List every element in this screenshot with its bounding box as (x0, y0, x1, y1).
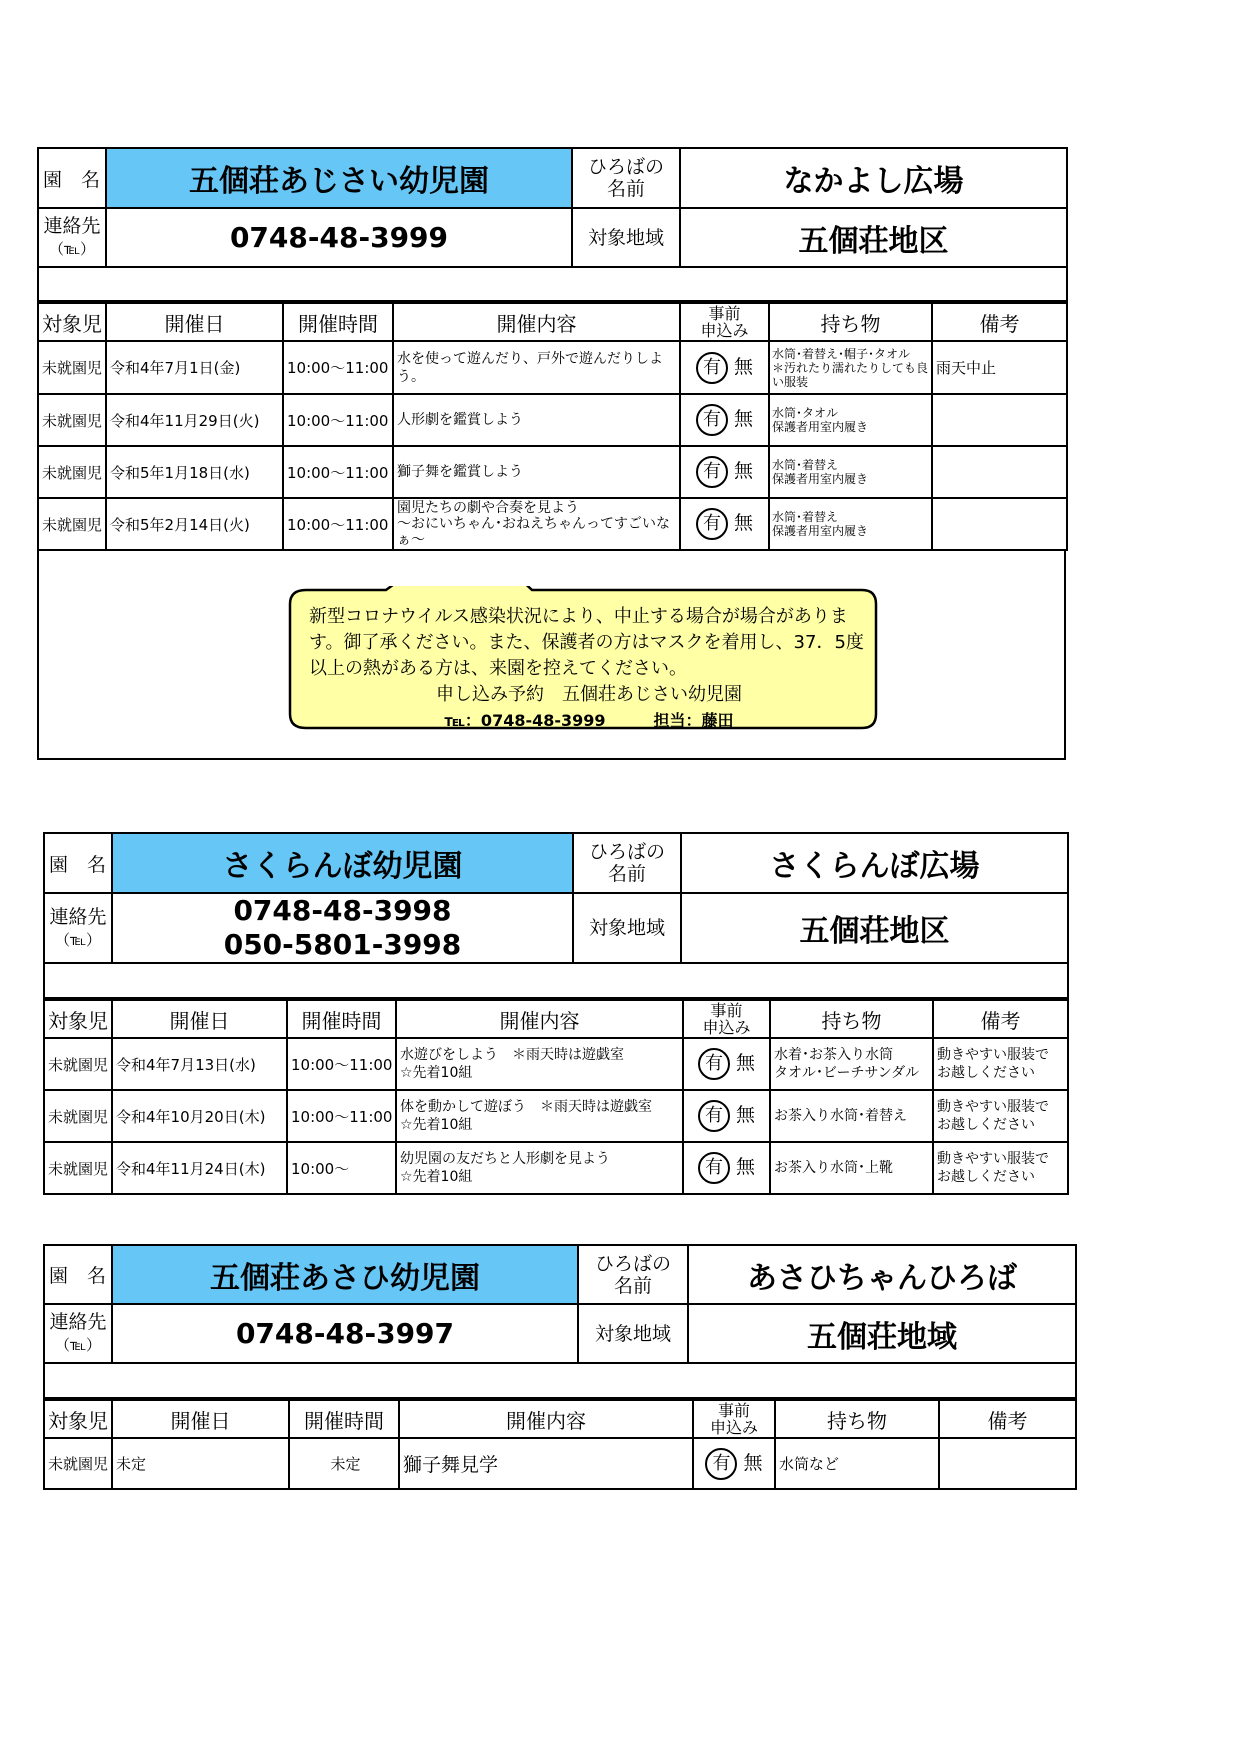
cell-content: 人形劇を鑑賞しよう (393, 394, 680, 446)
hiroba-name: なかよし広場 (680, 148, 1067, 208)
header-content: 開催内容 (399, 1400, 693, 1438)
yes-circled-mark: 有 (698, 1100, 730, 1132)
header-target: 対象児 (44, 1000, 112, 1038)
table-row (44, 1142, 1068, 1194)
header-content: 開催内容 (396, 1000, 683, 1038)
label-area: 対象地域 (578, 1304, 688, 1363)
table-row (38, 446, 1067, 498)
cell-time: 10:00～11:00 (283, 446, 393, 498)
schedule-table (37, 302, 1068, 551)
cell-date: 令和4年7月13日(水) (112, 1038, 287, 1090)
no-mark: 無 (734, 512, 754, 534)
header-items: 持ち物 (770, 1000, 933, 1038)
no-mark: 無 (734, 408, 754, 430)
cell-target: 未就園児 (44, 1438, 112, 1489)
cell-prereg (683, 1142, 770, 1194)
phone-number: 0748-48-3999 (106, 208, 572, 267)
header-content: 開催内容 (393, 303, 680, 341)
section-asahi (43, 1244, 1075, 1490)
label-school-name: 園 名 (44, 833, 112, 893)
header-prereg: 事前 申込み (693, 1400, 775, 1438)
table-row (38, 394, 1067, 446)
hiroba-name: さくらんぼ広場 (681, 833, 1068, 893)
cell-prereg (680, 394, 769, 446)
cell-items: お茶入り水筒･着替え (770, 1090, 933, 1142)
no-mark: 無 (734, 355, 754, 378)
cell-time: 10:00～11:00 (283, 341, 393, 394)
callout-text (309, 604, 869, 734)
label-school-name: 園 名 (44, 1245, 112, 1304)
hiroba-name: あさひちゃんひろば (688, 1245, 1076, 1304)
table-row (38, 341, 1067, 394)
cell-notes (932, 394, 1067, 446)
header-date: 開催日 (112, 1400, 289, 1438)
cell-date: 未定 (112, 1438, 289, 1489)
cell-items: 水着･お茶入り水筒 タオル･ビーチサンダル (770, 1038, 933, 1090)
yes-circled-mark: 有 (705, 1448, 737, 1480)
cell-notes: 動きやすい服装で お越しください (933, 1038, 1068, 1090)
phone-number: 0748-48-3997 (112, 1304, 578, 1363)
area-name: 五個荘地区 (681, 893, 1068, 963)
cell-notes (932, 446, 1067, 498)
header-date: 開催日 (106, 303, 283, 341)
cell-time: 未定 (289, 1438, 399, 1489)
cell-items: お茶入り水筒･上靴 (770, 1142, 933, 1194)
notice-area (37, 551, 1066, 760)
label-contact: 連絡先 （℡） (44, 893, 112, 963)
schedule-table (43, 1399, 1077, 1490)
header-prereg: 事前 申込み (680, 303, 769, 341)
cell-content: 水を使って遊んだり、戸外で遊んだりしよう。 (393, 341, 680, 394)
cell-prereg (693, 1438, 775, 1489)
yes-circled-mark: 有 (696, 352, 728, 384)
section-sakuranbo (43, 832, 1067, 1195)
school-name: 五個荘あじさい幼児園 (106, 148, 572, 208)
no-mark: 無 (736, 1104, 756, 1126)
school-name: さくらんぼ幼児園 (112, 833, 573, 893)
label-hiroba-name: ひろばの 名前 (578, 1245, 688, 1304)
cell-notes: 動きやすい服装で お越しください (933, 1090, 1068, 1142)
cell-date: 令和4年11月29日(火) (106, 394, 283, 446)
yes-circled-mark: 有 (696, 508, 728, 540)
cell-prereg (683, 1090, 770, 1142)
header-items: 持ち物 (769, 303, 932, 341)
cell-items: 水筒･着替え 保護者用室内履き (769, 498, 932, 550)
section-ajisai (37, 147, 1066, 760)
header-notes: 備考 (939, 1400, 1076, 1438)
area-name: 五個荘地域 (688, 1304, 1076, 1363)
area-name: 五個荘地区 (680, 208, 1067, 267)
label-hiroba-name: ひろばの 名前 (573, 833, 681, 893)
cell-items: 水筒･着替え･帽子･タオル ＊汚れたり濡れたりしても良い服装 (769, 341, 932, 394)
cell-time: 10:00～11:00 (287, 1090, 396, 1142)
cell-prereg (680, 341, 769, 394)
no-mark: 無 (743, 1451, 763, 1474)
cell-date: 令和4年11月24日(木) (112, 1142, 287, 1194)
label-contact: 連絡先 （℡） (38, 208, 106, 267)
label-area: 対象地域 (573, 893, 681, 963)
cell-time: 10:00～11:00 (283, 394, 393, 446)
label-contact: 連絡先 （℡） (44, 1304, 112, 1363)
cell-prereg (683, 1038, 770, 1090)
header-prereg: 事前 申込み (683, 1000, 770, 1038)
header-target: 対象児 (44, 1400, 112, 1438)
cell-target: 未就園児 (38, 394, 106, 446)
yes-circled-mark: 有 (696, 456, 728, 488)
booking-text: 申し込み予約 五個荘あじさい幼児園 (436, 684, 742, 705)
notice-text: 新型コロナウイルス感染状況により、中止する場合が場合があります。御了承ください。また、保護者の方はマスクを着用し、37．5度以上の熱がある方は、来園を控えてください。 (309, 606, 864, 679)
spacer-row (44, 963, 1068, 998)
table-row (38, 498, 1067, 550)
table-row (44, 1438, 1076, 1489)
contact-text: ℡：0748-48-3999 担当：藤田 (444, 711, 734, 730)
cell-target: 未就園児 (38, 341, 106, 394)
label-school-name: 園 名 (38, 148, 106, 208)
cell-date: 令和4年7月1日(金) (106, 341, 283, 394)
header-time: 開催時間 (289, 1400, 399, 1438)
phone-number: 0748-48-3998 (233, 894, 452, 927)
table-row (44, 1038, 1068, 1090)
phone-numbers (112, 893, 573, 963)
yes-circled-mark: 有 (698, 1048, 730, 1080)
cell-date: 令和5年2月14日(火) (106, 498, 283, 550)
cell-target: 未就園児 (44, 1142, 112, 1194)
yes-circled-mark: 有 (698, 1152, 730, 1184)
cell-target: 未就園児 (44, 1038, 112, 1090)
cell-notes: 雨天中止 (932, 341, 1067, 394)
info-table (43, 1244, 1077, 1399)
cell-time: 10:00～11:00 (283, 498, 393, 550)
spacer-row (44, 1363, 1076, 1398)
cell-notes: 動きやすい服装で お越しください (933, 1142, 1068, 1194)
label-hiroba-name: ひろばの 名前 (572, 148, 680, 208)
spacer-row (38, 267, 1067, 301)
header-date: 開催日 (112, 1000, 287, 1038)
cell-time: 10:00～ (287, 1142, 396, 1194)
cell-notes (939, 1438, 1076, 1489)
no-mark: 無 (736, 1156, 756, 1178)
cell-items: 水筒･着替え 保護者用室内履き (769, 446, 932, 498)
phone-number-2: 050-5801-3998 (223, 928, 462, 961)
cell-date: 令和4年10月20日(木) (112, 1090, 287, 1142)
cell-target: 未就園児 (38, 446, 106, 498)
header-notes: 備考 (933, 1000, 1068, 1038)
yes-circled-mark: 有 (696, 404, 728, 436)
school-name: 五個荘あさひ幼児園 (112, 1245, 578, 1304)
cell-items: 水筒など (775, 1438, 939, 1489)
cell-date: 令和5年1月18日(水) (106, 446, 283, 498)
cell-content: 獅子舞を鑑賞しよう (393, 446, 680, 498)
cell-prereg (680, 498, 769, 550)
cell-prereg (680, 446, 769, 498)
no-mark: 無 (734, 460, 754, 482)
cell-time: 10:00～11:00 (287, 1038, 396, 1090)
no-mark: 無 (736, 1052, 756, 1074)
info-table (37, 147, 1068, 302)
cell-content: 水遊びをしよう ＊雨天時は遊戯室 ☆先着10組 (396, 1038, 683, 1090)
cell-notes (932, 498, 1067, 550)
table-row (44, 1090, 1068, 1142)
cell-content: 体を動かして遊ぼう ＊雨天時は遊戯室 ☆先着10組 (396, 1090, 683, 1142)
header-target: 対象児 (38, 303, 106, 341)
header-time: 開催時間 (283, 303, 393, 341)
label-area: 対象地域 (572, 208, 680, 267)
cell-content: 獅子舞見学 (399, 1438, 693, 1489)
info-table (43, 832, 1069, 999)
cell-content: 園児たちの劇や合奏を見よう ～おにいちゃん･おねえちゃんってすごいなぁ～ (393, 498, 680, 550)
header-notes: 備考 (932, 303, 1067, 341)
schedule-table (43, 999, 1069, 1195)
cell-items: 水筒･タオル 保護者用室内履き (769, 394, 932, 446)
header-time: 開催時間 (287, 1000, 396, 1038)
cell-target: 未就園児 (38, 498, 106, 550)
cell-target: 未就園児 (44, 1090, 112, 1142)
header-items: 持ち物 (775, 1400, 939, 1438)
cell-content: 幼児園の友だちと人形劇を見よう ☆先着10組 (396, 1142, 683, 1194)
